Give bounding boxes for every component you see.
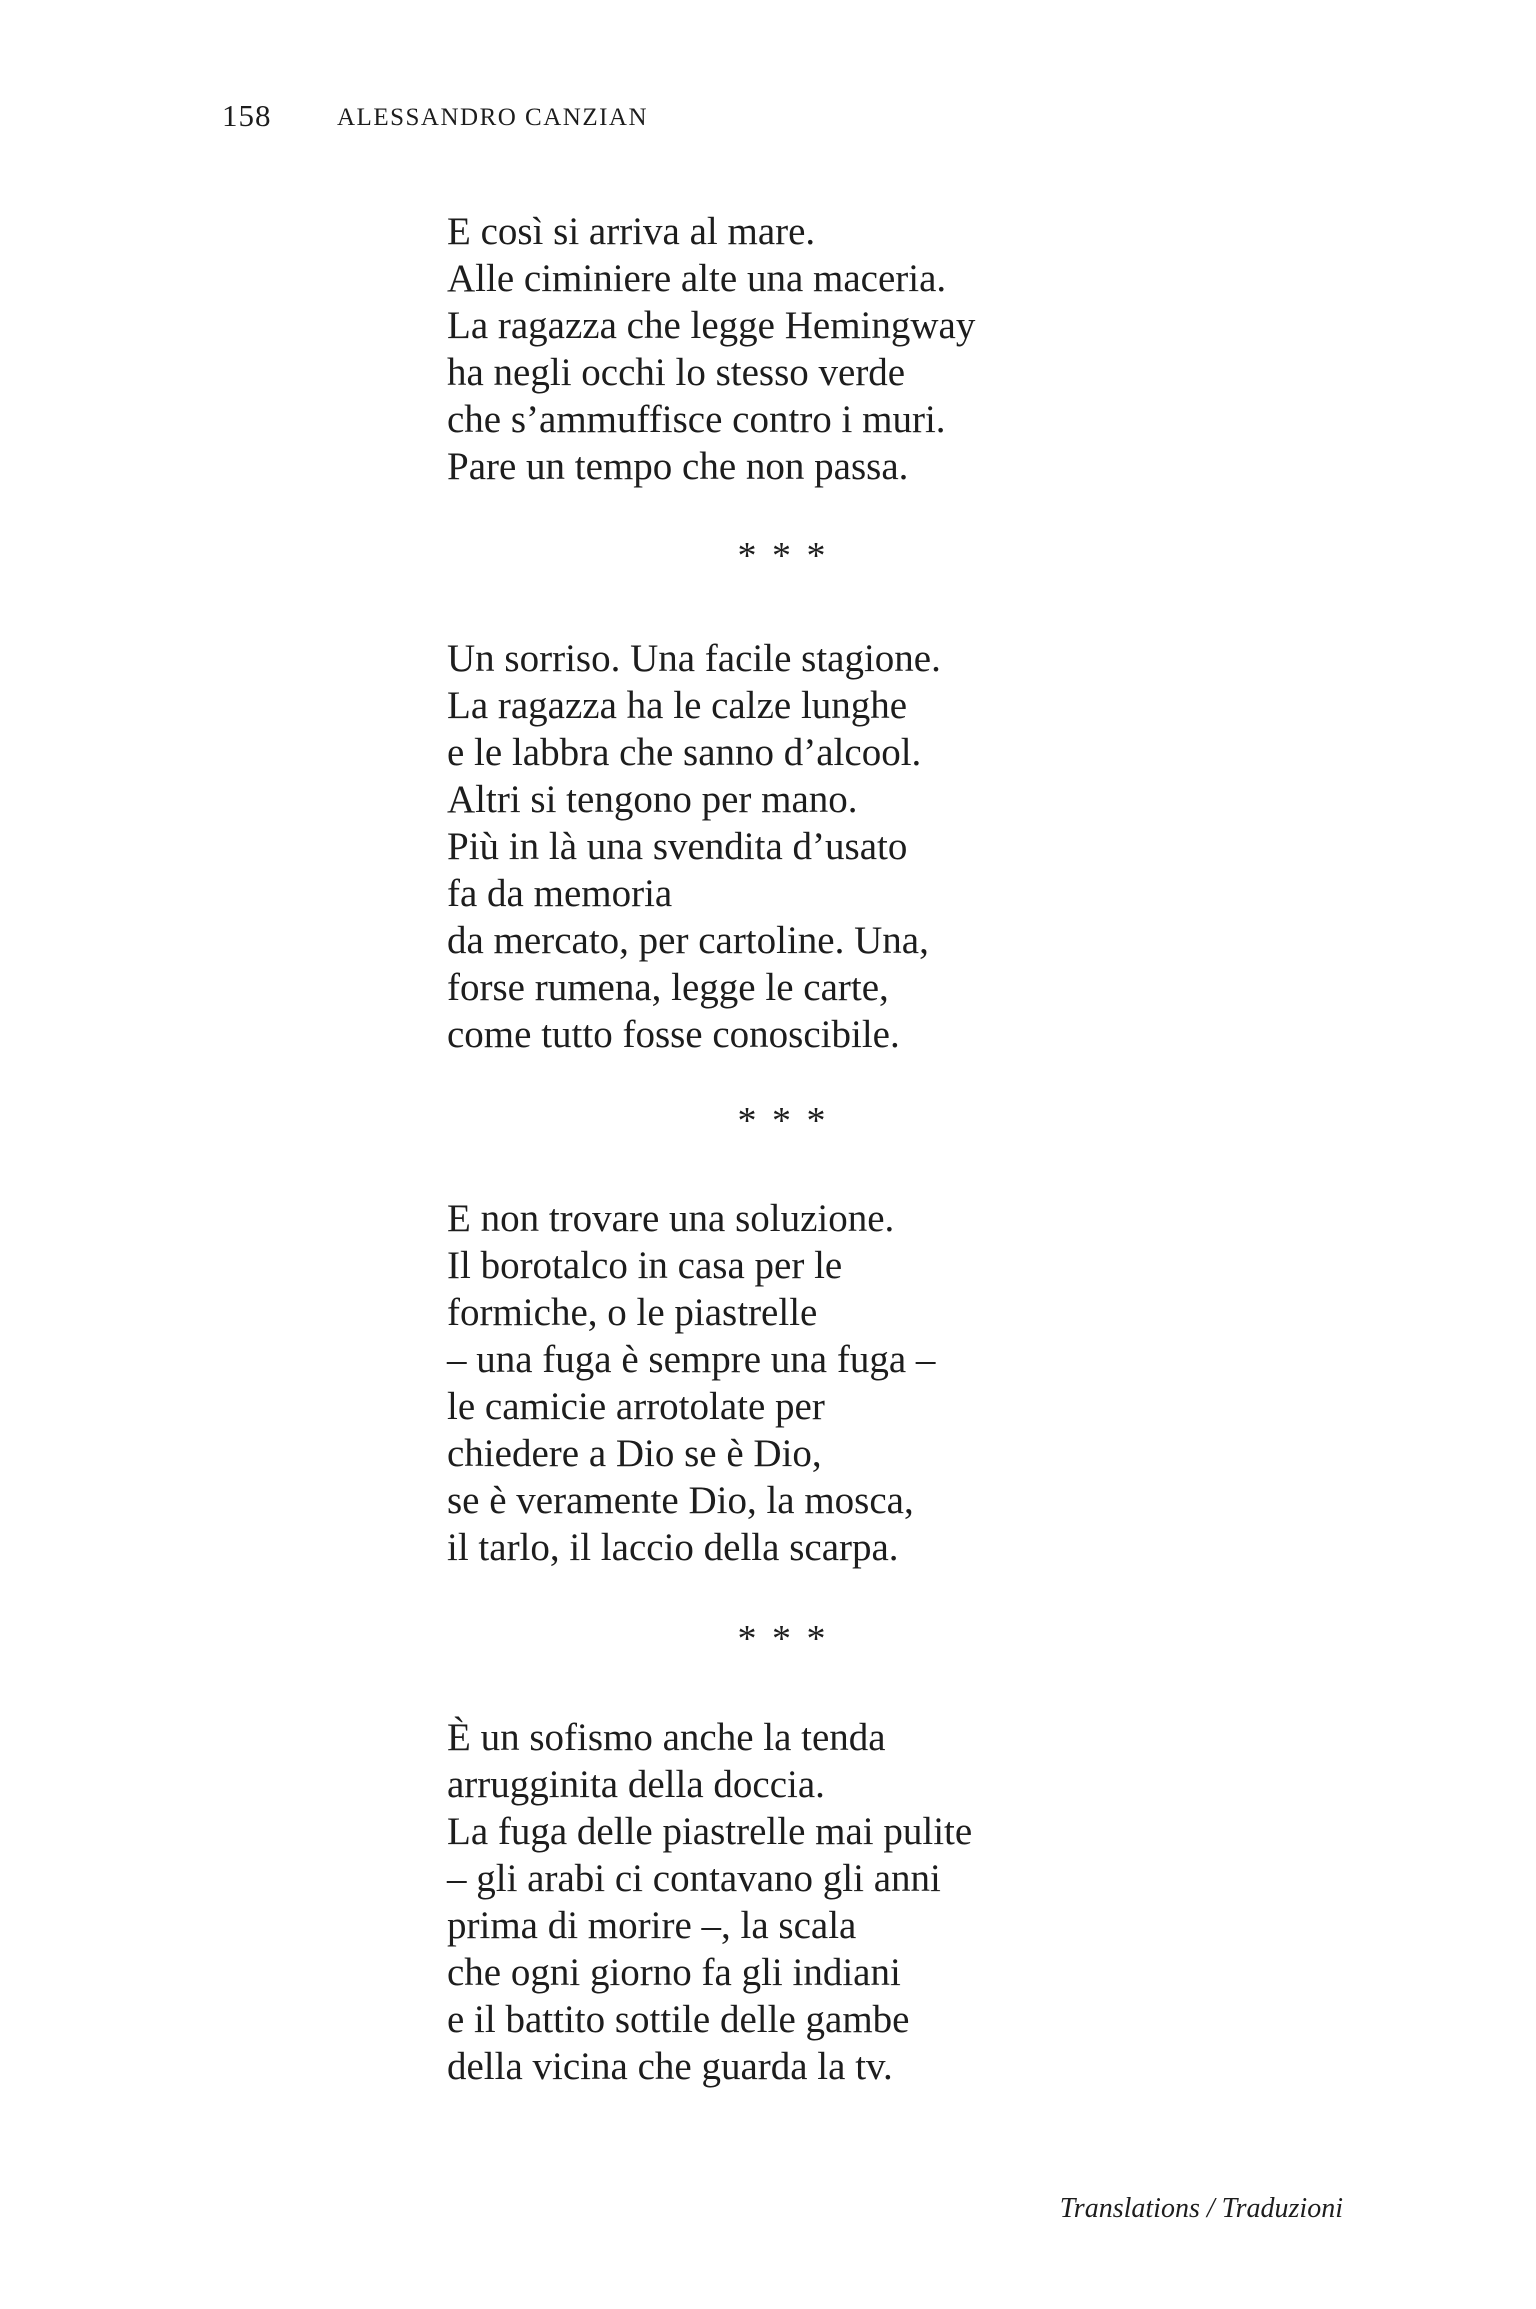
poem-line: della vicina che guarda la tv. [447,2045,893,2088]
poem-line: ha negli occhi lo stesso verde [447,351,906,394]
poem-line: La ragazza ha le calze lunghe [447,684,908,727]
stanza-2 [447,635,1119,1058]
stanza-separator: * * * [737,1100,829,1142]
footer-section-label: Translations / Traduzioni [1059,2193,1343,2224]
poem-line: le camicie arrotolate per [447,1385,825,1428]
poem-line: E non trovare una soluzione. [447,1197,895,1240]
stanza-separator: * * * [737,1618,829,1660]
poem-line: Il borotalco in casa per le [447,1244,843,1287]
poem-line: e il battito sottile delle gambe [447,1998,910,2041]
poem-line: il tarlo, il laccio della scarpa. [447,1526,899,1569]
poem-line: Pare un tempo che non passa. [447,445,909,488]
poem-line: se è veramente Dio, la mosca, [447,1479,914,1522]
poem-line: fa da memoria [447,872,673,915]
stanza-1 [447,208,1119,490]
poem-line: Alle ciminiere alte una maceria. [447,257,947,300]
poem-line: Più in là una svendita d’usato [447,825,908,868]
poem-line: e le labbra che sanno d’alcool. [447,731,922,774]
poem-line: chiedere a Dio se è Dio, [447,1432,822,1475]
poem-line: La ragazza che legge Hemingway [447,304,976,347]
poem-line: E così si arriva al mare. [447,210,816,253]
poem-line: forse rumena, legge le carte, [447,966,889,1009]
poem-line: come tutto fosse conoscibile. [447,1013,900,1056]
poem-line: Un sorriso. Una facile stagione. [447,637,941,680]
running-header-author: ALESSANDRO CANZIAN [337,104,649,131]
poem-line: È un sofismo anche la tenda [447,1716,886,1759]
poem-line: da mercato, per cartoline. Una, [447,919,929,962]
poem-line: prima di morire –, la scala [447,1904,857,1947]
poem-line: che s’ammuffisce contro i muri. [447,398,946,441]
poem-line: – gli arabi ci contavano gli anni [447,1857,941,1900]
poem-line: arrugginita della doccia. [447,1763,825,1806]
stanza-separator: * * * [737,535,829,577]
poem-line: La fuga delle piastrelle mai pulite [447,1810,973,1853]
page-number: 158 [222,98,272,133]
poem-line: che ogni giorno fa gli indiani [447,1951,901,1994]
stanza-4 [447,1714,1119,2090]
poem-line: formiche, o le piastrelle [447,1291,818,1334]
poem-line: – una fuga è sempre una fuga – [447,1338,936,1381]
stanza-3 [447,1195,1119,1571]
poem-line: Altri si tengono per mano. [447,778,858,821]
